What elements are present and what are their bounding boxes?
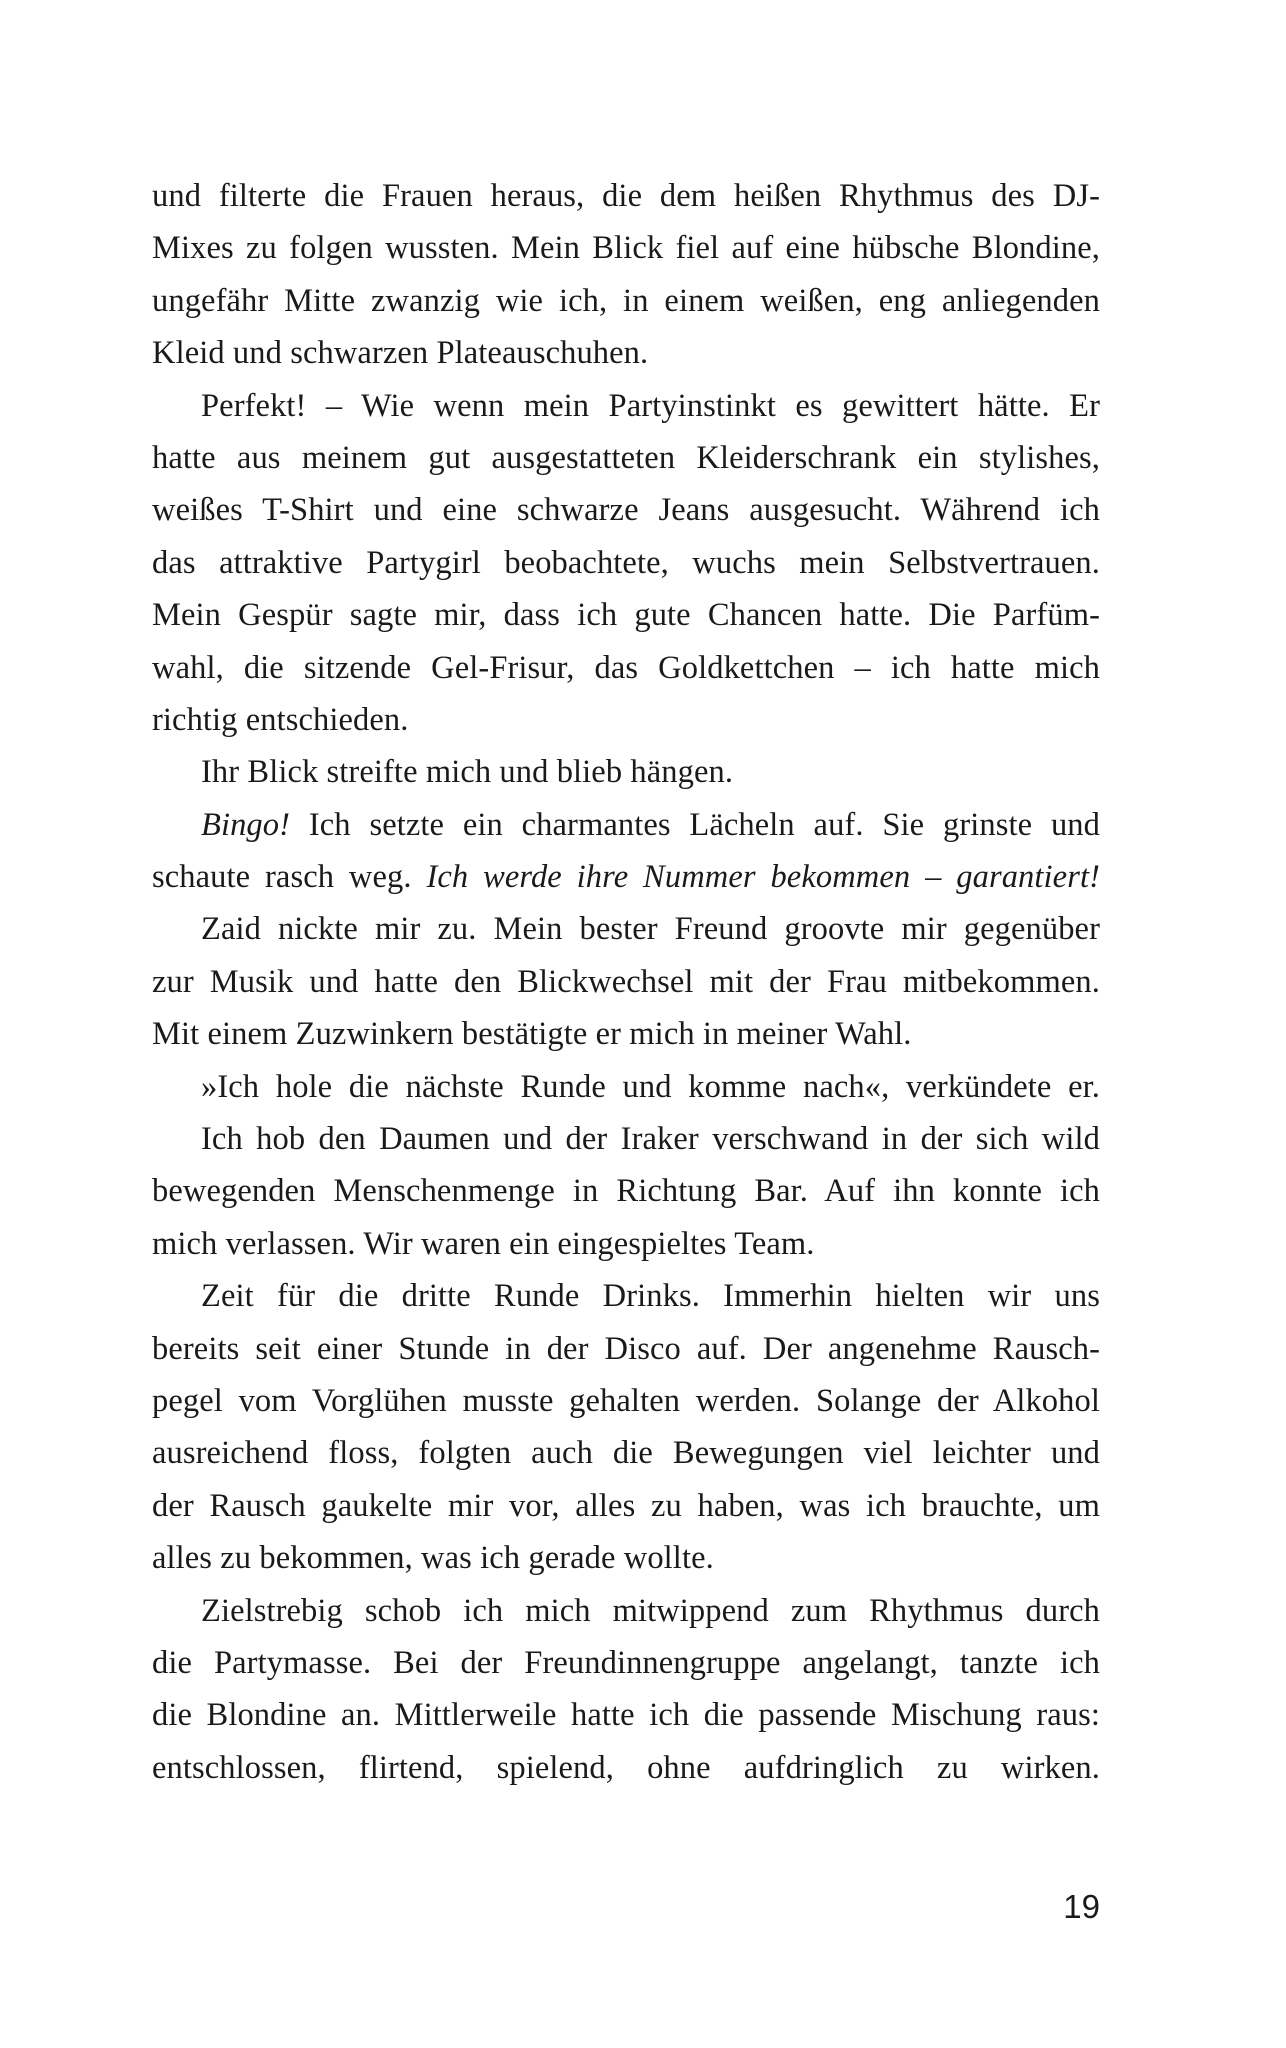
- text-line: Zaid nickte mir zu. Mein bester Freund groovte mir gegenüber: [201, 911, 1100, 948]
- text-line: »Ich hole die nächste Runde und komme nach«, verkündete er.: [201, 1068, 1100, 1105]
- text-line: Ihr Blick streifte mich und blieb hängen.: [201, 754, 734, 791]
- text-line: [152, 799, 1100, 851]
- text-line: der Rausch gaukelte mir vor, alles zu haben, was ich brauchte, um: [152, 1487, 1100, 1524]
- italic-text: Bingo!: [201, 806, 291, 843]
- text-line: hatte aus meinem gut ausgestatteten Kleiderschrank ein stylishes,: [152, 439, 1100, 476]
- text-line: Zeit für die dritte Runde Drinks. Immerhin hielten wir uns: [201, 1278, 1100, 1315]
- text-line: [152, 851, 1100, 903]
- text-line: und filterte die Frauen heraus, die dem heißen Rhythmus des DJ-: [152, 178, 1100, 214]
- text-line: ungefähr Mitte zwanzig wie ich, in einem weißen, eng anliegenden: [152, 282, 1100, 319]
- text-line: Mit einem Zuzwinkern bestätigte er mich in meiner Wahl.: [152, 1016, 912, 1053]
- text-line: das attraktive Partygirl beobachtete, wuchs mein Selbstvertrauen.: [152, 544, 1100, 581]
- text-line: ausreichend floss, folgten auch die Bewegungen viel leichter und: [152, 1435, 1100, 1472]
- text-line: alles zu bekommen, was ich gerade wollte.: [152, 1540, 714, 1577]
- text-line: Mixes zu folgen wussten. Mein Blick fiel auf eine hübsche Blondine,: [152, 230, 1100, 267]
- text-line: Kleid und schwarzen Plateauschuhen.: [152, 335, 649, 372]
- text-line: die Blondine an. Mittlerweile hatte ich die passende Mischung raus:: [152, 1697, 1100, 1734]
- text-segment: Ich setzte ein charmantes Lächeln auf. Sie grinste und: [290, 806, 1100, 843]
- text-segment: schaute rasch weg.: [152, 859, 427, 896]
- text-line: Mein Gespür sagte mir, dass ich gute Chancen hatte. Die Parfüm-: [152, 597, 1100, 634]
- text-line: Zielstrebig schob ich mich mitwippend zum Rhythmus durch: [201, 1592, 1100, 1629]
- text-line: wahl, die sitzende Gel-Frisur, das Goldkettchen – ich hatte mich: [152, 649, 1100, 686]
- body-text: [152, 170, 1100, 1794]
- page-number: 19: [1063, 1888, 1100, 1925]
- text-line: bewegenden Menschenmenge in Richtung Bar. Auf ihn konnte ich: [152, 1173, 1100, 1210]
- text-line: die Partymasse. Bei der Freundinnengruppe angelangt, tanzte ich: [152, 1644, 1100, 1681]
- text-line: bereits seit einer Stunde in der Disco auf. Der angenehme Rausch-: [152, 1330, 1100, 1367]
- text-line: Perfekt! – Wie wenn mein Partyinstinkt es gewittert hätte. Er: [201, 387, 1100, 424]
- text-line: zur Musik und hatte den Blickwechsel mit der Frau mitbekommen.: [152, 963, 1100, 1000]
- text-line: richtig entschieden.: [152, 701, 409, 738]
- text-line: weißes T-Shirt und eine schwarze Jeans ausgesucht. Während ich: [152, 492, 1100, 529]
- text-line: Ich hob den Daumen und der Iraker verschwand in der sich wild: [201, 1121, 1100, 1158]
- text-line: entschlossen, flirtend, spielend, ohne aufdringlich zu wirken.: [152, 1749, 1100, 1786]
- italic-text: Ich werde ihre Nummer bekommen – garantiert!: [426, 859, 1100, 896]
- text-line: mich verlassen. Wir waren ein eingespieltes Team.: [152, 1225, 815, 1262]
- text-line: pegel vom Vorglühen musste gehalten werden. Solange der Alkohol: [152, 1382, 1100, 1419]
